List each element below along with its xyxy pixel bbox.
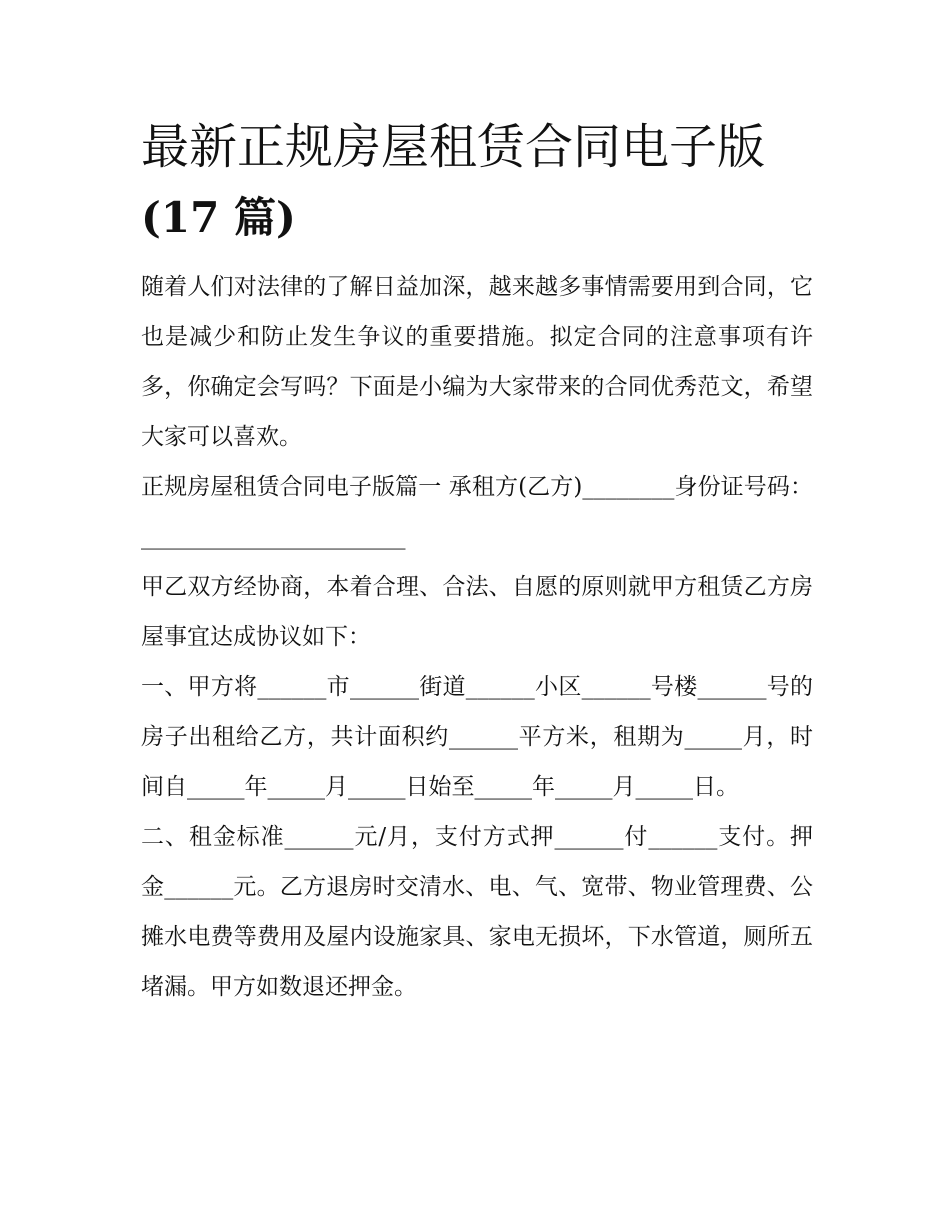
agreement-paragraph: 甲乙双方经协商，本着合理、合法、自愿的原则就甲方租赁乙方房屋事宜达成协议如下： [141,574,813,650]
clause-two-paragraph: 二、租金标准______元/月，支付方式押______付______支付。押金______元。乙方退房时交清水、电、气、宽带、物业管理费、公摊水电费等费用及屋内设施家具、家电无损坏，下水管道，厕所五堵漏。甲方如数退还押金。 [141,824,813,1000]
contract-party-paragraph: 正规房屋租赁合同电子版篇一 承租方(乙方)________身份证号码：_______________________ [141,474,813,550]
document-subtitle: (17 篇) [141,193,296,242]
clause-one-paragraph: 一、甲方将______市______街道______小区______号楼______号的房子出租给乙方，共计面积约______平方米，租期为_____月，时间自_____年_____月_____日始至_____年_____月_____日。 [141,674,813,800]
intro-paragraph: 随着人们对法律的了解日益加深，越来越多事情需要用到合同，它也是减少和防止发生争议的重要措施。拟定合同的注意事项有许多，你确定会写吗？下面是小编为大家带来的合同优秀范文，希望大家可以喜欢。 [141,274,813,450]
document-title: 最新正规房屋租赁合同电子版 [141,119,766,175]
document-page [141,112,813,1012]
